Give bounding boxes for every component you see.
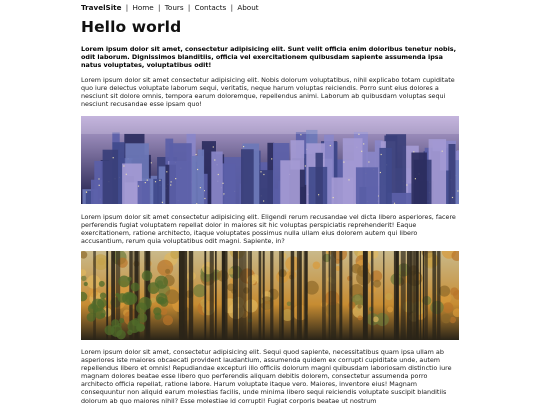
tree-trunk	[248, 251, 252, 340]
window-light	[86, 192, 87, 193]
building-shape	[260, 170, 275, 204]
window-light	[218, 174, 219, 175]
building-shape	[332, 178, 354, 205]
foliage-blob	[357, 304, 361, 308]
window-light	[175, 178, 176, 179]
window-light	[361, 151, 362, 152]
green-leaves	[99, 281, 105, 287]
window-light	[159, 180, 160, 181]
window-light	[223, 193, 224, 194]
green-leaves	[157, 297, 164, 304]
green-leaves	[87, 313, 96, 322]
tree-trunk	[259, 251, 261, 340]
green-leaves	[116, 330, 126, 340]
window-light	[368, 161, 369, 162]
window-light	[196, 154, 197, 155]
green-leaves	[117, 323, 121, 327]
foliage-blob	[373, 280, 381, 288]
window-light	[415, 178, 416, 179]
tree-trunk	[239, 251, 244, 340]
building-shape	[103, 150, 119, 204]
nav-separator: |	[187, 3, 191, 12]
building-shape	[169, 143, 191, 204]
body-paragraph: Lorem ipsum dolor sit amet, consectetur adipisicing elit. Sequi quod sapiente, necessitatibus quam ipsa ullam ab asperiores iste maiores obcaecati provident laudantium, assumenda quidem ex corrupti cupiditate unde, autem repellendus libero et omnis! Repudiandae excepturi illo officiis dolorum magni quibusdam laboriosam distinctio iure magnam dolores beatae esse libero quo perferendis aliquam debitis dolorem, consectetur assumenda porro architecto officia repellat, ratione labore. Harum voluptate itaque vero. Maiores, inventore eius! Magnam consequuntur non aliquid earum molestias facilis, unde minima libero sequi reiciendis voluptate suscipit blanditiis dolorum ab quo maiores nihil? Esse molestiae id corrupti! Fugiat corporis beatae ut nostrum	[81, 348, 452, 405]
window-light	[305, 165, 306, 166]
tree-trunk	[394, 251, 398, 340]
building-shape	[241, 149, 254, 204]
window-light	[380, 172, 381, 173]
tree-trunk	[215, 251, 217, 340]
body-paragraph: Lorem ipsum dolor sit amet consectetur adipisicing elit. Nobis dolorum voluptatibus, nihil explicabo totam cupiditate quo iure delectus voluptate laborum sequi, veritatis, neque harum voluptas reiciendis. Porro sunt eius dolores a nesciunt sit dolore omnis, tempora earum doloremque, repellendus animi. Laborum ab quibusdam voluptas sequi nesciunt recusandae esse ipsam quo!	[81, 76, 455, 109]
tree-trunk	[179, 251, 183, 340]
window-light	[214, 159, 215, 160]
building-shape	[211, 152, 222, 205]
body-paragraph: Lorem ipsum dolor sit amet consectetur adipisicing elit. Eligendi rerum recusandae vel dicta libero asperiores, facere perferendis fugiat voluptatem repellat dolor in maiores sit hic voluptas perspiciatis reprehenderit! Eaque exercitationem, ratione architecto, itaque voluptates possimus nulla ullam eius dolorem autem qui libero accusantium, rerum quia voluptatibus odit magni. Sapiente, in?	[81, 213, 456, 246]
building-shape	[192, 156, 203, 204]
window-light	[348, 179, 349, 180]
foliage-blob	[373, 316, 379, 322]
window-light	[166, 171, 167, 172]
foliage-blob	[313, 262, 321, 270]
window-light	[222, 183, 223, 184]
green-leaves	[125, 293, 132, 300]
foliage-blob	[443, 302, 454, 313]
nav-separator: |	[230, 3, 234, 12]
window-light	[196, 203, 197, 204]
top-nav	[81, 3, 259, 12]
nav-link-tours[interactable]: Tours	[164, 3, 184, 12]
building-shape	[411, 153, 427, 205]
green-leaves	[139, 297, 152, 310]
window-light	[98, 178, 99, 179]
tree-trunk	[416, 251, 419, 340]
lead-paragraph: Lorem ipsum dolor sit amet, consectetur adipisicing elit. Sunt velit officia enim doloribus tenetur nobis, odit laborum. Dignissimos blanditiis, officia vel exercitationem quibusdam sapiente assumenda ipsa natus voluptates, voluptatibus odit!	[81, 45, 457, 70]
green-leaves	[136, 323, 145, 332]
foliage-blob	[89, 288, 98, 297]
building-shape	[379, 148, 391, 204]
tree-trunk	[423, 251, 424, 340]
green-leaves	[142, 270, 153, 281]
nav-link-contacts[interactable]: Contacts	[194, 3, 227, 12]
window-light	[363, 143, 364, 144]
window-light	[243, 146, 244, 147]
window-light	[260, 171, 261, 172]
foliage-blob	[193, 284, 206, 297]
nav-separator: |	[158, 3, 161, 12]
foliage-blob	[157, 260, 173, 276]
tree-trunk	[371, 251, 373, 340]
building-shape	[222, 163, 236, 204]
window-light	[99, 185, 100, 186]
foliage-blob	[441, 314, 451, 324]
tree-trunk	[331, 251, 336, 340]
foliage-blob	[81, 276, 86, 281]
window-light	[170, 184, 171, 185]
tree-trunk	[291, 251, 295, 340]
window-light	[213, 146, 214, 147]
window-light	[197, 169, 198, 170]
building-shape	[138, 181, 150, 204]
building-shape	[153, 179, 162, 204]
window-light	[263, 200, 264, 201]
window-light	[318, 194, 319, 195]
tree-trunk	[425, 251, 428, 340]
tree-trunk	[243, 251, 246, 340]
tree-trunk	[339, 251, 342, 340]
tree-trunk	[363, 251, 368, 340]
window-light	[381, 154, 382, 155]
site-brand[interactable]: TravelSite	[81, 3, 122, 12]
tree-trunk	[93, 251, 96, 340]
tree-trunk	[297, 251, 300, 340]
tree-trunk	[282, 251, 284, 340]
window-light	[330, 145, 331, 146]
tree-trunk	[222, 251, 225, 340]
window-light	[271, 158, 272, 159]
building-shape	[316, 153, 323, 204]
window-light	[138, 186, 139, 187]
tree-trunk	[270, 251, 273, 340]
window-light	[452, 197, 453, 198]
autumn-forest-photo	[81, 251, 459, 340]
tree-trunk	[383, 251, 385, 340]
foliage-blob	[358, 315, 363, 320]
tree-trunk	[432, 251, 436, 340]
tree-trunk	[420, 251, 421, 340]
window-light	[113, 157, 114, 158]
tree-trunk	[437, 251, 440, 340]
tree-trunk	[304, 251, 308, 340]
autumn-forest-image	[81, 251, 459, 340]
city-skyline-image	[81, 116, 459, 204]
window-light	[300, 134, 301, 135]
window-light	[457, 190, 458, 191]
foliage-blob	[385, 293, 392, 300]
foliage-blob	[430, 301, 443, 314]
window-light	[333, 197, 334, 198]
green-leaves	[131, 283, 140, 292]
nav-link-about[interactable]: About	[237, 3, 259, 12]
green-leaves	[88, 303, 98, 313]
green-leaves	[127, 330, 132, 335]
building-shape	[280, 160, 300, 204]
foliage-blob	[163, 315, 173, 325]
tree-trunk	[144, 251, 148, 340]
window-light	[442, 151, 443, 152]
window-light	[123, 165, 124, 166]
window-light	[126, 174, 127, 175]
building-shape	[449, 144, 456, 204]
foliage-blob	[439, 286, 450, 297]
tree-trunk	[349, 251, 352, 340]
tree-trunk	[189, 251, 193, 340]
tree-trunk	[210, 251, 214, 340]
window-light	[263, 174, 264, 175]
tree-trunk	[233, 251, 238, 340]
city-skyline-photo	[81, 116, 459, 204]
building-shape	[455, 160, 459, 204]
foliage-blob	[165, 269, 170, 274]
tree-trunk	[204, 251, 206, 340]
foliage-blob	[161, 308, 168, 315]
window-light	[147, 180, 148, 181]
tree-trunk	[263, 251, 265, 340]
window-light	[200, 187, 201, 188]
green-leaves	[118, 276, 130, 288]
green-leaves	[84, 282, 88, 286]
nav-separator: |	[125, 3, 129, 12]
window-light	[413, 151, 414, 152]
building-shape	[356, 167, 378, 204]
window-light	[394, 203, 395, 204]
foliage-blob	[387, 307, 393, 313]
window-light	[406, 184, 407, 185]
window-light	[343, 162, 344, 163]
window-light	[204, 198, 205, 199]
green-leaves	[97, 298, 107, 308]
tree-trunk	[300, 251, 302, 340]
green-leaves	[155, 276, 168, 289]
window-light	[162, 202, 163, 203]
tree-trunk	[329, 251, 331, 340]
green-leaves	[153, 307, 161, 315]
page-title: Hello world	[81, 18, 182, 36]
tree-trunk	[411, 251, 415, 340]
tree-trunk	[401, 251, 406, 340]
foliage-blob	[287, 302, 292, 307]
green-leaves	[119, 318, 124, 323]
green-leaves	[100, 293, 106, 299]
nav-link-home[interactable]: Home	[132, 3, 154, 12]
window-light	[171, 181, 172, 182]
tree-trunk	[183, 251, 187, 340]
foliage-blob	[98, 258, 105, 265]
window-light	[155, 181, 156, 182]
window-light	[145, 182, 146, 183]
tree-trunk	[322, 251, 326, 340]
